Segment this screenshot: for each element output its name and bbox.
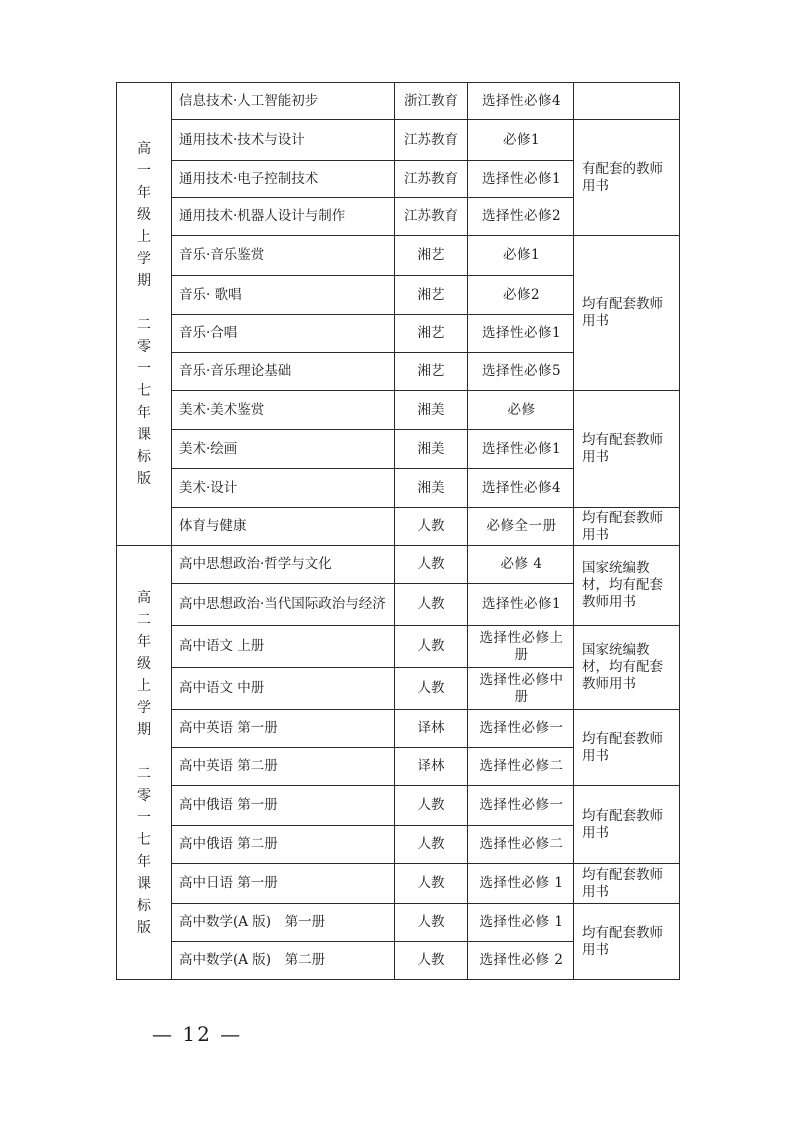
textbook-name: 体育与健康 [172, 508, 395, 546]
table-row [117, 864, 680, 904]
textbook-name: 通用技术·电子控制技术 [172, 161, 395, 198]
volume: 选择性必修 1 [468, 864, 574, 904]
textbook-name: 美术·设计 [172, 469, 395, 508]
textbook-name: 高中思想政治·哲学与文化 [172, 546, 395, 584]
publisher: 人教 [395, 942, 468, 980]
volume: 选择性必修5 [468, 353, 574, 391]
volume: 选择性必修4 [468, 83, 574, 120]
textbook-name: 音乐·合唱 [172, 315, 395, 353]
volume: 选择性必修一 [468, 710, 574, 748]
textbook-name: 美术·绘画 [172, 430, 395, 469]
publisher: 湘美 [395, 469, 468, 508]
remark: 均有配套教师用书 [574, 864, 680, 904]
textbook-name: 高中语文 中册 [172, 668, 395, 710]
grade-label: 高一年级上学期 [137, 141, 151, 289]
volume: 选择性必修 1 [468, 904, 574, 942]
publisher: 译林 [395, 748, 468, 786]
remark: 均有配套教师用书 [574, 904, 680, 980]
volume: 必修1 [468, 120, 574, 161]
publisher: 人教 [395, 864, 468, 904]
volume: 选择性必修上册 [468, 626, 574, 668]
remark: 均有配套教师用书 [574, 710, 680, 786]
textbook-name: 通用技术·机器人设计与制作 [172, 198, 395, 236]
publisher: 人教 [395, 826, 468, 864]
publisher: 湘美 [395, 391, 468, 430]
publisher: 人教 [395, 904, 468, 942]
page-number: — 12 — [152, 1022, 243, 1046]
volume: 选择性必修4 [468, 469, 574, 508]
grade-label: 高二年级上学期 [137, 589, 151, 738]
textbook-name: 信息技术·人工智能初步 [172, 83, 395, 120]
textbook-name: 音乐·音乐理论基础 [172, 353, 395, 391]
publisher: 湘艺 [395, 315, 468, 353]
textbook-table [116, 82, 680, 980]
table-row [117, 236, 680, 276]
volume: 必修全一册 [468, 508, 574, 546]
publisher: 湘艺 [395, 276, 468, 315]
publisher: 江苏教育 [395, 161, 468, 198]
publisher: 江苏教育 [395, 120, 468, 161]
table-row [117, 786, 680, 826]
textbook-name: 高中数学(A 版) 第一册 [172, 904, 395, 942]
textbook-name: 高中数学(A 版) 第二册 [172, 942, 395, 980]
publisher: 江苏教育 [395, 198, 468, 236]
volume: 必修 4 [468, 546, 574, 584]
publisher: 人教 [395, 508, 468, 546]
table-row [117, 508, 680, 546]
volume: 必修 [468, 391, 574, 430]
remark: 有配套的教师用书 [574, 120, 680, 236]
publisher: 湘艺 [395, 236, 468, 276]
remark: 均有配套教师用书 [574, 236, 680, 391]
publisher: 人教 [395, 546, 468, 584]
textbook-name: 高中英语 第一册 [172, 710, 395, 748]
volume: 选择性必修中册 [468, 668, 574, 710]
volume: 选择性必修 2 [468, 942, 574, 980]
publisher: 译林 [395, 710, 468, 748]
remark: 国家统编教材，均有配套教师用书 [574, 546, 680, 626]
table-row [117, 83, 680, 120]
publisher: 湘美 [395, 430, 468, 469]
textbook-name: 高中思想政治·当代国际政治与经济 [172, 584, 395, 626]
textbook-name: 高中英语 第二册 [172, 748, 395, 786]
grade-cell [117, 546, 172, 980]
volume: 选择性必修1 [468, 315, 574, 353]
volume: 必修2 [468, 276, 574, 315]
remark: 均有配套教师用书 [574, 391, 680, 508]
textbook-name: 音乐·音乐鉴赏 [172, 236, 395, 276]
volume: 选择性必修一 [468, 786, 574, 826]
publisher: 人教 [395, 626, 468, 668]
grade-sub: 二零一七年课标版 [137, 765, 151, 936]
publisher: 人教 [395, 584, 468, 626]
table-row [117, 120, 680, 161]
remark [574, 83, 680, 120]
grade-sub: 二零一七年课标版 [137, 317, 151, 487]
remark: 均有配套教师用书 [574, 508, 680, 546]
textbook-name: 高中日语 第一册 [172, 864, 395, 904]
textbook-name: 美术·美术鉴赏 [172, 391, 395, 430]
publisher: 人教 [395, 668, 468, 710]
textbook-name: 通用技术·技术与设计 [172, 120, 395, 161]
remark: 国家统编教材，均有配套教师用书 [574, 626, 680, 710]
volume: 选择性必修2 [468, 198, 574, 236]
volume: 选择性必修二 [468, 748, 574, 786]
textbook-name: 高中语文 上册 [172, 626, 395, 668]
textbook-name: 高中俄语 第二册 [172, 826, 395, 864]
table-row [117, 546, 680, 584]
table-row [117, 391, 680, 430]
grade-cell [117, 83, 172, 546]
publisher: 浙江教育 [395, 83, 468, 120]
volume: 选择性必修1 [468, 584, 574, 626]
table-row [117, 710, 680, 748]
publisher: 人教 [395, 786, 468, 826]
volume: 选择性必修二 [468, 826, 574, 864]
textbook-name: 高中俄语 第一册 [172, 786, 395, 826]
volume: 选择性必修1 [468, 430, 574, 469]
publisher: 湘艺 [395, 353, 468, 391]
table-row [117, 626, 680, 668]
volume: 选择性必修1 [468, 161, 574, 198]
remark: 均有配套教师用书 [574, 786, 680, 864]
volume: 必修1 [468, 236, 574, 276]
table-row [117, 904, 680, 942]
textbook-name: 音乐· 歌唱 [172, 276, 395, 315]
